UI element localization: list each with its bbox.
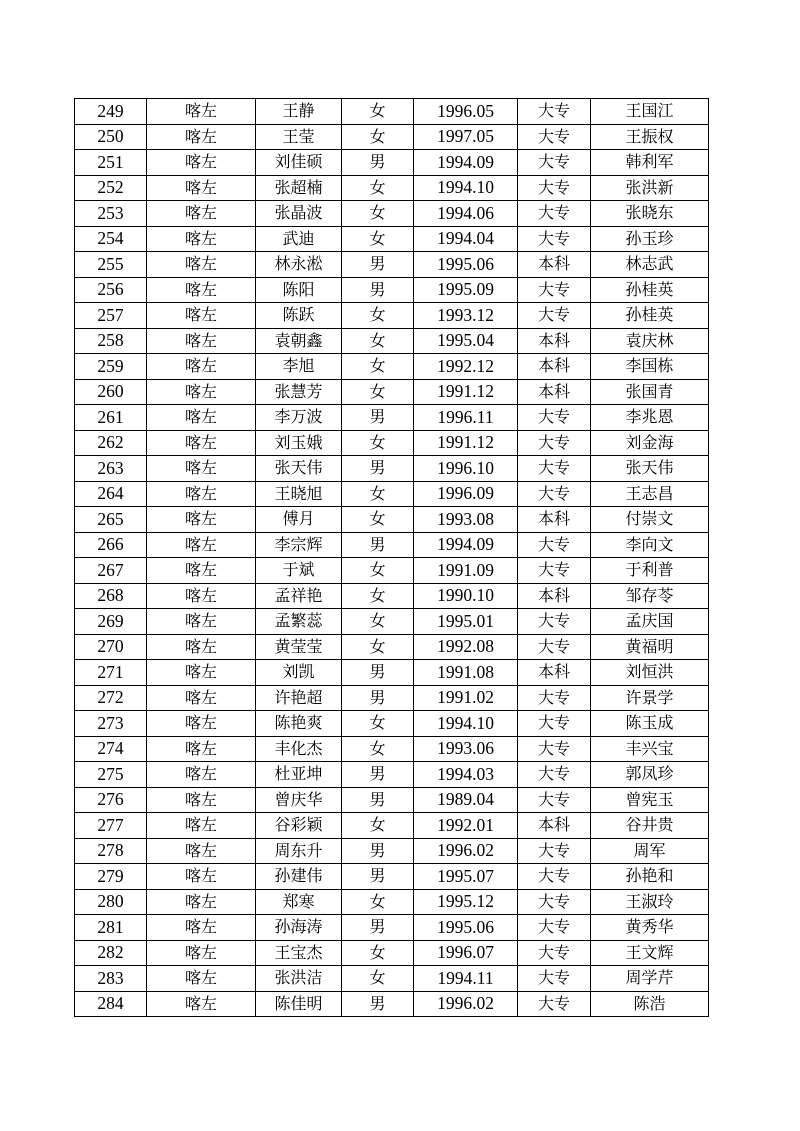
gender-cell: 女	[342, 940, 414, 966]
name-cell: 孙建伟	[256, 864, 342, 890]
table-row	[75, 532, 709, 558]
name-cell: 张慧芳	[256, 379, 342, 405]
birth-date-cell: 1996.10	[414, 456, 518, 482]
table-row	[75, 507, 709, 533]
region-cell: 喀左	[147, 558, 256, 584]
guardian-name-cell: 周学芹	[591, 966, 709, 992]
gender-cell: 女	[342, 175, 414, 201]
education-cell: 大专	[518, 711, 591, 737]
education-cell: 大专	[518, 685, 591, 711]
region-cell: 喀左	[147, 991, 256, 1017]
region-cell: 喀左	[147, 252, 256, 278]
serial-number-cell: 271	[75, 660, 147, 686]
name-cell: 丰化杰	[256, 736, 342, 762]
gender-cell: 女	[342, 966, 414, 992]
name-cell: 李万波	[256, 405, 342, 431]
region-cell: 喀左	[147, 175, 256, 201]
guardian-name-cell: 丰兴宝	[591, 736, 709, 762]
education-cell: 本科	[518, 354, 591, 380]
table-row	[75, 226, 709, 252]
birth-date-cell: 1993.06	[414, 736, 518, 762]
gender-cell: 男	[342, 150, 414, 176]
education-cell: 大专	[518, 175, 591, 201]
education-cell: 大专	[518, 736, 591, 762]
birth-date-cell: 1994.03	[414, 762, 518, 788]
region-cell: 喀左	[147, 430, 256, 456]
birth-date-cell: 1995.06	[414, 252, 518, 278]
guardian-name-cell: 陈浩	[591, 991, 709, 1017]
region-cell: 喀左	[147, 303, 256, 329]
table-row	[75, 915, 709, 941]
table-row	[75, 736, 709, 762]
serial-number-cell: 249	[75, 99, 147, 125]
guardian-name-cell: 王振权	[591, 124, 709, 150]
guardian-name-cell: 黄秀华	[591, 915, 709, 941]
birth-date-cell: 1990.10	[414, 583, 518, 609]
serial-number-cell: 284	[75, 991, 147, 1017]
guardian-name-cell: 陈玉成	[591, 711, 709, 737]
table-row	[75, 991, 709, 1017]
gender-cell: 男	[342, 762, 414, 788]
gender-cell: 女	[342, 99, 414, 125]
name-cell: 王晓旭	[256, 481, 342, 507]
region-cell: 喀左	[147, 634, 256, 660]
region-cell: 喀左	[147, 940, 256, 966]
guardian-name-cell: 张洪新	[591, 175, 709, 201]
guardian-name-cell: 张天伟	[591, 456, 709, 482]
table-row	[75, 328, 709, 354]
table-row	[75, 660, 709, 686]
serial-number-cell: 253	[75, 201, 147, 227]
table-row	[75, 685, 709, 711]
birth-date-cell: 1994.11	[414, 966, 518, 992]
birth-date-cell: 1993.12	[414, 303, 518, 329]
gender-cell: 男	[342, 405, 414, 431]
region-cell: 喀左	[147, 150, 256, 176]
guardian-name-cell: 于利普	[591, 558, 709, 584]
education-cell: 本科	[518, 583, 591, 609]
birth-date-cell: 1995.01	[414, 609, 518, 635]
birth-date-cell: 1995.04	[414, 328, 518, 354]
name-cell: 黄莹莹	[256, 634, 342, 660]
region-cell: 喀左	[147, 787, 256, 813]
region-cell: 喀左	[147, 864, 256, 890]
roster-body	[75, 99, 709, 1017]
gender-cell: 男	[342, 915, 414, 941]
table-row	[75, 175, 709, 201]
education-cell: 大专	[518, 991, 591, 1017]
name-cell: 张超楠	[256, 175, 342, 201]
region-cell: 喀左	[147, 456, 256, 482]
name-cell: 张洪洁	[256, 966, 342, 992]
table-row	[75, 940, 709, 966]
gender-cell: 男	[342, 787, 414, 813]
education-cell: 大专	[518, 558, 591, 584]
guardian-name-cell: 袁庆林	[591, 328, 709, 354]
guardian-name-cell: 李向文	[591, 532, 709, 558]
serial-number-cell: 261	[75, 405, 147, 431]
serial-number-cell: 281	[75, 915, 147, 941]
gender-cell: 男	[342, 456, 414, 482]
education-cell: 本科	[518, 660, 591, 686]
education-cell: 大专	[518, 838, 591, 864]
name-cell: 李宗辉	[256, 532, 342, 558]
guardian-name-cell: 王国江	[591, 99, 709, 125]
name-cell: 王静	[256, 99, 342, 125]
birth-date-cell: 1994.10	[414, 175, 518, 201]
birth-date-cell: 1991.12	[414, 379, 518, 405]
birth-date-cell: 1992.01	[414, 813, 518, 839]
guardian-name-cell: 张晓东	[591, 201, 709, 227]
serial-number-cell: 280	[75, 889, 147, 915]
table-row	[75, 124, 709, 150]
education-cell: 本科	[518, 813, 591, 839]
table-row	[75, 838, 709, 864]
gender-cell: 女	[342, 813, 414, 839]
gender-cell: 男	[342, 838, 414, 864]
guardian-name-cell: 付崇文	[591, 507, 709, 533]
birth-date-cell: 1995.12	[414, 889, 518, 915]
name-cell: 孟繁蕊	[256, 609, 342, 635]
guardian-name-cell: 林志武	[591, 252, 709, 278]
birth-date-cell: 1997.05	[414, 124, 518, 150]
serial-number-cell: 260	[75, 379, 147, 405]
serial-number-cell: 252	[75, 175, 147, 201]
gender-cell: 男	[342, 277, 414, 303]
name-cell: 杜亚坤	[256, 762, 342, 788]
name-cell: 陈艳爽	[256, 711, 342, 737]
education-cell: 大专	[518, 634, 591, 660]
table-row	[75, 354, 709, 380]
education-cell: 大专	[518, 787, 591, 813]
table-row	[75, 277, 709, 303]
guardian-name-cell: 谷井贵	[591, 813, 709, 839]
serial-number-cell: 263	[75, 456, 147, 482]
region-cell: 喀左	[147, 124, 256, 150]
region-cell: 喀左	[147, 379, 256, 405]
name-cell: 陈佳明	[256, 991, 342, 1017]
education-cell: 大专	[518, 456, 591, 482]
education-cell: 大专	[518, 150, 591, 176]
name-cell: 刘玉娥	[256, 430, 342, 456]
gender-cell: 女	[342, 634, 414, 660]
education-cell: 大专	[518, 303, 591, 329]
guardian-name-cell: 孙艳和	[591, 864, 709, 890]
serial-number-cell: 279	[75, 864, 147, 890]
table-row	[75, 762, 709, 788]
name-cell: 陈跃	[256, 303, 342, 329]
region-cell: 喀左	[147, 711, 256, 737]
name-cell: 郑寒	[256, 889, 342, 915]
name-cell: 张晶波	[256, 201, 342, 227]
education-cell: 大专	[518, 940, 591, 966]
birth-date-cell: 1995.06	[414, 915, 518, 941]
birth-date-cell: 1996.07	[414, 940, 518, 966]
birth-date-cell: 1994.10	[414, 711, 518, 737]
birth-date-cell: 1994.06	[414, 201, 518, 227]
education-cell: 大专	[518, 430, 591, 456]
region-cell: 喀左	[147, 507, 256, 533]
gender-cell: 女	[342, 354, 414, 380]
region-cell: 喀左	[147, 481, 256, 507]
serial-number-cell: 265	[75, 507, 147, 533]
gender-cell: 女	[342, 201, 414, 227]
guardian-name-cell: 韩利军	[591, 150, 709, 176]
region-cell: 喀左	[147, 813, 256, 839]
gender-cell: 女	[342, 328, 414, 354]
serial-number-cell: 259	[75, 354, 147, 380]
name-cell: 孟祥艳	[256, 583, 342, 609]
guardian-name-cell: 孙玉珍	[591, 226, 709, 252]
education-cell: 大专	[518, 966, 591, 992]
serial-number-cell: 266	[75, 532, 147, 558]
birth-date-cell: 1996.02	[414, 838, 518, 864]
name-cell: 陈阳	[256, 277, 342, 303]
guardian-name-cell: 郭凤珍	[591, 762, 709, 788]
gender-cell: 女	[342, 430, 414, 456]
table-row	[75, 150, 709, 176]
gender-cell: 男	[342, 991, 414, 1017]
gender-cell: 女	[342, 303, 414, 329]
table-row	[75, 99, 709, 125]
region-cell: 喀左	[147, 354, 256, 380]
education-cell: 大专	[518, 609, 591, 635]
birth-date-cell: 1996.05	[414, 99, 518, 125]
birth-date-cell: 1991.02	[414, 685, 518, 711]
name-cell: 许艳超	[256, 685, 342, 711]
name-cell: 袁朝鑫	[256, 328, 342, 354]
serial-number-cell: 267	[75, 558, 147, 584]
guardian-name-cell: 曾宪玉	[591, 787, 709, 813]
education-cell: 大专	[518, 864, 591, 890]
gender-cell: 男	[342, 532, 414, 558]
birth-date-cell: 1996.02	[414, 991, 518, 1017]
birth-date-cell: 1992.12	[414, 354, 518, 380]
guardian-name-cell: 张国青	[591, 379, 709, 405]
region-cell: 喀左	[147, 277, 256, 303]
serial-number-cell: 283	[75, 966, 147, 992]
gender-cell: 男	[342, 685, 414, 711]
serial-number-cell: 257	[75, 303, 147, 329]
region-cell: 喀左	[147, 226, 256, 252]
guardian-name-cell: 孙桂英	[591, 277, 709, 303]
table-row	[75, 481, 709, 507]
education-cell: 本科	[518, 507, 591, 533]
name-cell: 林永淞	[256, 252, 342, 278]
table-row	[75, 558, 709, 584]
region-cell: 喀左	[147, 532, 256, 558]
gender-cell: 男	[342, 252, 414, 278]
serial-number-cell: 278	[75, 838, 147, 864]
serial-number-cell: 262	[75, 430, 147, 456]
birth-date-cell: 1991.12	[414, 430, 518, 456]
guardian-name-cell: 刘恒洪	[591, 660, 709, 686]
table-row	[75, 889, 709, 915]
name-cell: 刘佳硕	[256, 150, 342, 176]
serial-number-cell: 268	[75, 583, 147, 609]
education-cell: 大专	[518, 481, 591, 507]
guardian-name-cell: 黄福明	[591, 634, 709, 660]
birth-date-cell: 1995.09	[414, 277, 518, 303]
gender-cell: 女	[342, 507, 414, 533]
name-cell: 张天伟	[256, 456, 342, 482]
birth-date-cell: 1991.08	[414, 660, 518, 686]
birth-date-cell: 1991.09	[414, 558, 518, 584]
education-cell: 大专	[518, 915, 591, 941]
name-cell: 傅月	[256, 507, 342, 533]
name-cell: 孙海涛	[256, 915, 342, 941]
region-cell: 喀左	[147, 99, 256, 125]
guardian-name-cell: 刘金海	[591, 430, 709, 456]
education-cell: 大专	[518, 532, 591, 558]
serial-number-cell: 264	[75, 481, 147, 507]
name-cell: 曾庆华	[256, 787, 342, 813]
birth-date-cell: 1994.09	[414, 532, 518, 558]
serial-number-cell: 276	[75, 787, 147, 813]
table-row	[75, 201, 709, 227]
region-cell: 喀左	[147, 838, 256, 864]
guardian-name-cell: 邹存苓	[591, 583, 709, 609]
gender-cell: 女	[342, 481, 414, 507]
guardian-name-cell: 许景学	[591, 685, 709, 711]
education-cell: 大专	[518, 201, 591, 227]
serial-number-cell: 282	[75, 940, 147, 966]
table-row	[75, 456, 709, 482]
serial-number-cell: 273	[75, 711, 147, 737]
education-cell: 本科	[518, 252, 591, 278]
birth-date-cell: 1993.08	[414, 507, 518, 533]
education-cell: 本科	[518, 328, 591, 354]
serial-number-cell: 250	[75, 124, 147, 150]
guardian-name-cell: 李国栋	[591, 354, 709, 380]
gender-cell: 女	[342, 226, 414, 252]
name-cell: 刘凯	[256, 660, 342, 686]
table-row	[75, 966, 709, 992]
region-cell: 喀左	[147, 762, 256, 788]
region-cell: 喀左	[147, 889, 256, 915]
table-row	[75, 583, 709, 609]
education-cell: 大专	[518, 889, 591, 915]
serial-number-cell: 275	[75, 762, 147, 788]
serial-number-cell: 274	[75, 736, 147, 762]
gender-cell: 女	[342, 379, 414, 405]
gender-cell: 男	[342, 864, 414, 890]
table-row	[75, 634, 709, 660]
serial-number-cell: 270	[75, 634, 147, 660]
region-cell: 喀左	[147, 660, 256, 686]
serial-number-cell: 277	[75, 813, 147, 839]
name-cell: 谷彩颖	[256, 813, 342, 839]
guardian-name-cell: 王淑玲	[591, 889, 709, 915]
guardian-name-cell: 周军	[591, 838, 709, 864]
education-cell: 大专	[518, 226, 591, 252]
serial-number-cell: 255	[75, 252, 147, 278]
table-row	[75, 864, 709, 890]
region-cell: 喀左	[147, 736, 256, 762]
education-cell: 大专	[518, 99, 591, 125]
birth-date-cell: 1995.07	[414, 864, 518, 890]
gender-cell: 女	[342, 736, 414, 762]
guardian-name-cell: 王志昌	[591, 481, 709, 507]
table-row	[75, 711, 709, 737]
gender-cell: 女	[342, 711, 414, 737]
region-cell: 喀左	[147, 966, 256, 992]
gender-cell: 女	[342, 889, 414, 915]
gender-cell: 女	[342, 558, 414, 584]
roster-table	[74, 98, 709, 1017]
education-cell: 大专	[518, 124, 591, 150]
region-cell: 喀左	[147, 685, 256, 711]
birth-date-cell: 1989.04	[414, 787, 518, 813]
education-cell: 大专	[518, 405, 591, 431]
region-cell: 喀左	[147, 328, 256, 354]
name-cell: 周东升	[256, 838, 342, 864]
name-cell: 王莹	[256, 124, 342, 150]
serial-number-cell: 256	[75, 277, 147, 303]
education-cell: 大专	[518, 277, 591, 303]
region-cell: 喀左	[147, 405, 256, 431]
serial-number-cell: 258	[75, 328, 147, 354]
guardian-name-cell: 孙桂英	[591, 303, 709, 329]
name-cell: 李旭	[256, 354, 342, 380]
serial-number-cell: 251	[75, 150, 147, 176]
region-cell: 喀左	[147, 609, 256, 635]
birth-date-cell: 1994.04	[414, 226, 518, 252]
table-row	[75, 787, 709, 813]
table-row	[75, 813, 709, 839]
table-row	[75, 379, 709, 405]
serial-number-cell: 254	[75, 226, 147, 252]
region-cell: 喀左	[147, 201, 256, 227]
table-row	[75, 252, 709, 278]
table-row	[75, 430, 709, 456]
birth-date-cell: 1994.09	[414, 150, 518, 176]
name-cell: 于斌	[256, 558, 342, 584]
table-row	[75, 303, 709, 329]
region-cell: 喀左	[147, 915, 256, 941]
name-cell: 王宝杰	[256, 940, 342, 966]
guardian-name-cell: 王文辉	[591, 940, 709, 966]
table-row	[75, 609, 709, 635]
serial-number-cell: 269	[75, 609, 147, 635]
gender-cell: 女	[342, 609, 414, 635]
guardian-name-cell: 孟庆国	[591, 609, 709, 635]
table-row	[75, 405, 709, 431]
gender-cell: 女	[342, 124, 414, 150]
gender-cell: 女	[342, 583, 414, 609]
education-cell: 大专	[518, 762, 591, 788]
birth-date-cell: 1992.08	[414, 634, 518, 660]
education-cell: 本科	[518, 379, 591, 405]
name-cell: 武迪	[256, 226, 342, 252]
birth-date-cell: 1996.11	[414, 405, 518, 431]
serial-number-cell: 272	[75, 685, 147, 711]
gender-cell: 男	[342, 660, 414, 686]
guardian-name-cell: 李兆恩	[591, 405, 709, 431]
birth-date-cell: 1996.09	[414, 481, 518, 507]
region-cell: 喀左	[147, 583, 256, 609]
